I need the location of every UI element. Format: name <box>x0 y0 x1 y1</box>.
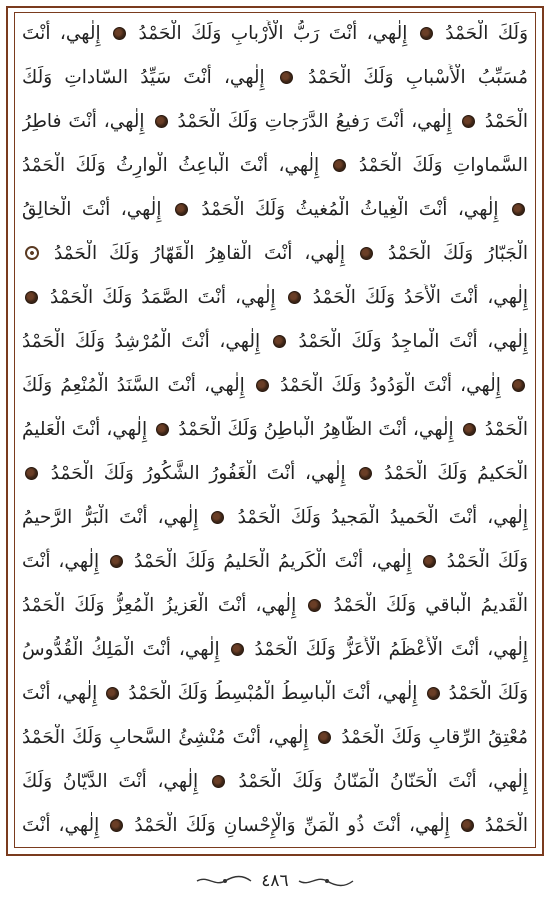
text-line <box>22 372 528 400</box>
text-segment: وَلَكَ الْحَمْدُ <box>446 551 528 572</box>
text-segment: مُسَبِّبُ الْأَسْبابِ وَلَكَ الْحَمْدُ <box>308 67 528 88</box>
round-flower-bullet-icon <box>462 115 475 128</box>
text-segment: إِلٰهي، أَنْتَ <box>22 815 100 836</box>
text-segment: مُعْتِقُ الرِّقابِ وَلَكَ الْحَمْدُ <box>341 727 528 748</box>
text-segment: الْحَكيمُ وَلَكَ الْحَمْدُ <box>384 463 528 484</box>
text-segment: الْحَمْدُ <box>484 419 528 440</box>
text-line <box>22 196 528 224</box>
text-segment: إِلٰهي، أَنْتَ الْغِياثُ الْمُغيثُ وَلَكَ الْحَمْدُ <box>201 199 499 220</box>
round-flower-bullet-icon <box>106 687 119 700</box>
text-segment: إِلٰهي، أَنْتَ الْبَرُّ الرَّحيمُ <box>22 507 199 528</box>
text-segment: إِلٰهي، أَنْتَ <box>22 683 98 704</box>
text-segment: إِلٰهي، أَنْتَ <box>22 551 100 572</box>
text-segment: إِلٰهي، أَنْتَ الْأَعْظَمُ الْأَعَزُّ وَلَكَ الْحَمْدُ <box>254 639 528 660</box>
text-segment: إِلٰهي، أَنْتَ الْعَليمُ <box>22 419 148 440</box>
text-segment: وَلَكَ الْحَمْدُ <box>448 683 528 704</box>
text-line <box>22 724 528 752</box>
round-flower-bullet-icon <box>273 335 286 348</box>
text-line <box>22 636 528 664</box>
round-flower-bullet-icon <box>359 467 372 480</box>
text-line <box>22 548 528 576</box>
text-segment: إِلٰهي، أَنْتَ الْعَزيزُ الْمُعِزُّ وَلَكَ الْحَمْدُ <box>22 595 297 616</box>
round-flower-bullet-icon <box>360 247 373 260</box>
round-flower-bullet-icon <box>155 115 168 128</box>
text-segment: إِلٰهي، أَنْتَ الْحَنّانُ الْمَنّانُ وَلَكَ الْحَمْدُ <box>238 771 528 792</box>
text-segment: إِلٰهي، أَنْتَ الْحَميدُ الْمَجيدُ وَلَكَ الْحَمْدُ <box>237 507 528 528</box>
round-flower-bullet-icon <box>308 599 321 612</box>
text-segment: إِلٰهي، أَنْتَ الْقاهِرُ الْقَهّارُ وَلَكَ الْحَمْدُ <box>53 243 346 264</box>
text-segment: إِلٰهي، أَنْتَ رَفيعُ الدَّرَجاتِ وَلَكَ الْحَمْدُ <box>177 111 452 132</box>
round-flower-bullet-icon <box>211 511 224 524</box>
text-line <box>22 812 528 840</box>
text-body <box>22 20 528 840</box>
text-line <box>22 284 528 312</box>
page-number: ٤٨٦ <box>261 871 289 891</box>
text-segment: الْحَمْدُ <box>484 815 528 836</box>
round-flower-bullet-icon <box>318 731 331 744</box>
text-segment: إِلٰهي، أَنْتَ الْمُرْشِدُ وَلَكَ الْحَمْدُ <box>22 331 261 352</box>
swirl-ornament-icon <box>195 874 253 888</box>
round-flower-bullet-icon <box>156 423 169 436</box>
round-flower-bullet-icon <box>512 379 525 392</box>
text-segment: إِلٰهي، أَنْتَ سَيِّدُ السّاداتِ وَلَكَ <box>22 67 265 88</box>
text-segment: إِلٰهي، أَنْتَ فاطِرُ <box>22 111 145 132</box>
text-segment: إِلٰهي، أَنْتَ <box>22 23 101 44</box>
text-segment: إِلٰهي، أَنْتَ السَّنَدُ الْمُنْعِمُ وَلَكَ <box>22 375 245 396</box>
text-segment: إِلٰهي، أَنْتَ الْباعِثُ الْوارِثُ وَلَكَ الْحَمْدُ <box>22 155 320 176</box>
text-segment: الْجَبّارُ وَلَكَ الْحَمْدُ <box>387 243 528 264</box>
round-flower-bullet-icon <box>113 27 126 40</box>
text-segment: إِلٰهي، أَنْتَ الْباسِطُ الْمُبْسِطُ وَلَكَ الْحَمْدُ <box>128 683 418 704</box>
text-segment: إِلٰهي، أَنْتَ الْوَدُودُ وَلَكَ الْحَمْدُ <box>280 375 501 396</box>
swirl-ornament-icon <box>297 874 355 888</box>
text-segment: إِلٰهي، أَنْتَ ذُو الْمَنِّ وَالْإِحْسانِ وَلَكَ الْحَمْدُ <box>134 815 450 836</box>
text-line <box>22 504 528 532</box>
text-line <box>22 64 528 92</box>
round-flower-bullet-icon <box>512 203 525 216</box>
page-footer <box>0 866 550 896</box>
text-segment: إِلٰهي، أَنْتَ الْغَفُورُ الشَّكُورُ وَلَكَ الْحَمْدُ <box>50 463 346 484</box>
text-segment: إِلٰهي، أَنْتَ الْخالِقُ <box>22 199 162 220</box>
text-segment: الْقَديمُ الْباقي وَلَكَ الْحَمْدُ <box>333 595 528 616</box>
text-segment: إِلٰهي، أَنْتَ الْماجِدُ وَلَكَ الْحَمْدُ <box>298 331 528 352</box>
round-flower-bullet-icon <box>231 643 244 656</box>
round-flower-bullet-icon <box>427 687 440 700</box>
text-line <box>22 416 528 444</box>
round-flower-bullet-icon <box>175 203 188 216</box>
round-flower-bullet-icon <box>461 819 474 832</box>
round-flower-bullet-icon <box>25 291 38 304</box>
text-line <box>22 768 528 796</box>
round-flower-bullet-icon <box>423 555 436 568</box>
text-segment: إِلٰهي، أَنْتَ الظّاهِرُ الْباطِنُ وَلَكَ الْحَمْدُ <box>178 419 454 440</box>
round-flower-bullet-icon <box>288 291 301 304</box>
text-segment: إِلٰهي، أَنْتَ مُنْشِئُ السَّحابِ وَلَكَ الْحَمْدُ <box>22 727 309 748</box>
round-flower-bullet-icon <box>333 159 346 172</box>
text-segment: إِلٰهي، أَنْتَ رَبُّ الْأَرْبابِ وَلَكَ الْحَمْدُ <box>138 23 408 44</box>
round-flower-bullet-icon <box>420 27 433 40</box>
round-flower-bullet-icon <box>280 71 293 84</box>
text-segment: السَّماواتِ وَلَكَ الْحَمْدُ <box>358 155 528 176</box>
text-segment: إِلٰهي، أَنْتَ الْكَريمُ الْحَليمُ وَلَكَ الْحَمْدُ <box>134 551 412 572</box>
rosette-icon <box>25 246 39 260</box>
text-line <box>22 328 528 356</box>
text-line <box>22 108 528 136</box>
text-segment: إِلٰهي، أَنْتَ الدَّيّانُ وَلَكَ <box>22 771 199 792</box>
round-flower-bullet-icon <box>463 423 476 436</box>
text-segment: وَلَكَ الْحَمْدُ <box>445 23 528 44</box>
round-flower-bullet-icon <box>25 467 38 480</box>
round-flower-bullet-icon <box>110 819 123 832</box>
text-segment: إِلٰهي، أَنْتَ الْمَلِكُ الْقُدُّوسُ <box>22 639 220 660</box>
text-segment: الْحَمْدُ <box>484 111 528 132</box>
round-flower-bullet-icon <box>256 379 269 392</box>
text-line <box>22 680 528 708</box>
text-segment: إِلٰهي، أَنْتَ الْأَحَدُ وَلَكَ الْحَمْدُ <box>312 287 528 308</box>
text-line <box>22 240 528 268</box>
round-flower-bullet-icon <box>110 555 123 568</box>
text-line <box>22 460 528 488</box>
text-line <box>22 20 528 48</box>
text-segment: إِلٰهي، أَنْتَ الصَّمَدُ وَلَكَ الْحَمْدُ <box>50 287 276 308</box>
text-line <box>22 152 528 180</box>
text-line <box>22 592 528 620</box>
round-flower-bullet-icon <box>212 775 225 788</box>
